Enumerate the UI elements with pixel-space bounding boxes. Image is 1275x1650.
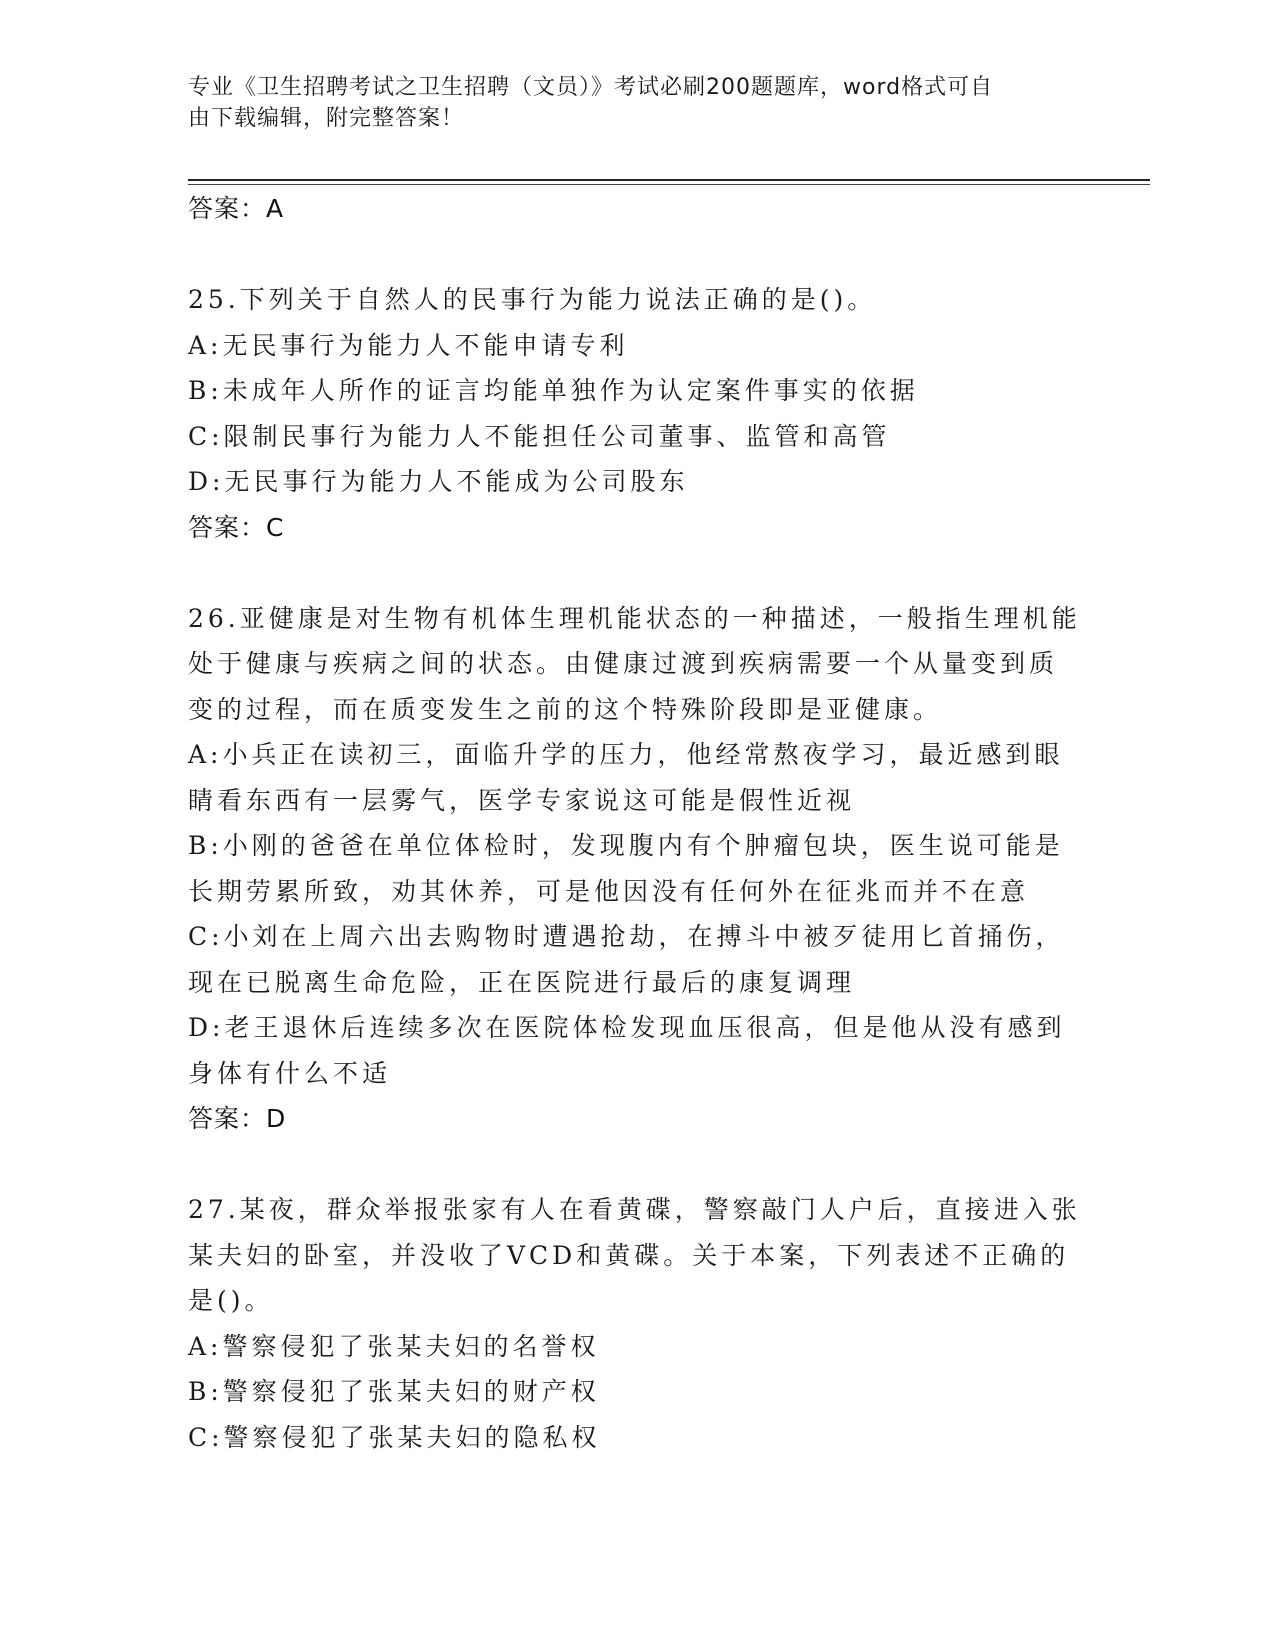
- question-26: [188, 596, 1081, 1142]
- option-d-continued: 身体有什么不适: [188, 1058, 392, 1088]
- option-b-continued: 长期劳累所致，劝其休养，可是他因没有任何外在征兆而并不在意: [188, 876, 1030, 906]
- option-c-continued: 现在已脱离生命危险，正在医院进行最后的康复调理: [188, 967, 856, 997]
- option-c: C:警察侵犯了张某夫妇的隐私权: [188, 1422, 601, 1452]
- option-a: A:小兵正在读初三，面临升学的压力，他经常熬夜学习，最近感到眼: [188, 740, 1064, 769]
- option-c: C:限制民事行为能力人不能担任公司董事、监管和高管: [188, 421, 891, 451]
- question-stem-line: 处于健康与疾病之间的状态。由健康过渡到疾病需要一个从量变到质: [188, 649, 1059, 678]
- answer-line: 答案：D: [188, 1104, 287, 1133]
- previous-answer: 答案：A: [188, 194, 285, 223]
- header-divider-thin: [188, 184, 1150, 185]
- document-body: [188, 186, 1081, 1460]
- option-c: C:小刘在上周六出去购物时遭遇抢劫，在搏斗中被歹徒用匕首捅伤，: [188, 922, 1065, 951]
- option-d: D:无民事行为能力人不能成为公司股东: [188, 467, 689, 496]
- answer-line: 答案：C: [188, 512, 285, 542]
- spacer: [188, 231, 1078, 277]
- spacer: [188, 550, 1078, 596]
- header-title-line-2: 由下载编辑，附完整答案！: [188, 106, 465, 131]
- question-stem-line: 是()。: [188, 1286, 274, 1315]
- header-divider-thick: [188, 179, 1150, 181]
- question-stem-line: 某夫妇的卧室，并没收了VCD和黄碟。关于本案，下列表述不正确的: [188, 1240, 1070, 1270]
- question-stem-line: 26.亚健康是对生物有机体生理机能状态的一种描述，一般指生理机能: [188, 603, 1081, 633]
- page-header: [188, 72, 1088, 134]
- question-stem-line: 27.某夜，群众举报张家有人在看黄碟，警察敲门人户后，直接进入张: [188, 1195, 1081, 1224]
- question-27: [188, 1187, 1081, 1460]
- question-25: [188, 277, 1078, 550]
- option-a: A:无民事行为能力人不能申请专利: [188, 330, 629, 360]
- option-d: D:老王退休后连续多次在医院体检发现血压很高，但是他从没有感到: [188, 1013, 1066, 1042]
- question-stem-line: 25.下列关于自然人的民事行为能力说法正确的是()。: [188, 285, 877, 314]
- option-a-continued: 睛看东西有一层雾气，医学专家说这可能是假性近视: [188, 785, 856, 815]
- header-title-line-1: 专业《卫生招聘考试之卫生招聘（文员）》考试必刷200题题库，word格式可自: [188, 75, 994, 100]
- option-b: B:小刚的爸爸在单位体检时，发现腹内有个肿瘤包块，医生说可能是: [188, 831, 1064, 860]
- question-stem-line: 变的过程，而在质变发生之前的这个特殊阶段即是亚健康。: [188, 694, 943, 724]
- spacer: [188, 1141, 1078, 1187]
- option-a: A:警察侵犯了张某夫妇的名誉权: [188, 1331, 600, 1361]
- option-b: B:警察侵犯了张某夫妇的财产权: [188, 1377, 600, 1406]
- option-b: B:未成年人所作的证言均能单独作为认定案件事实的依据: [188, 376, 919, 405]
